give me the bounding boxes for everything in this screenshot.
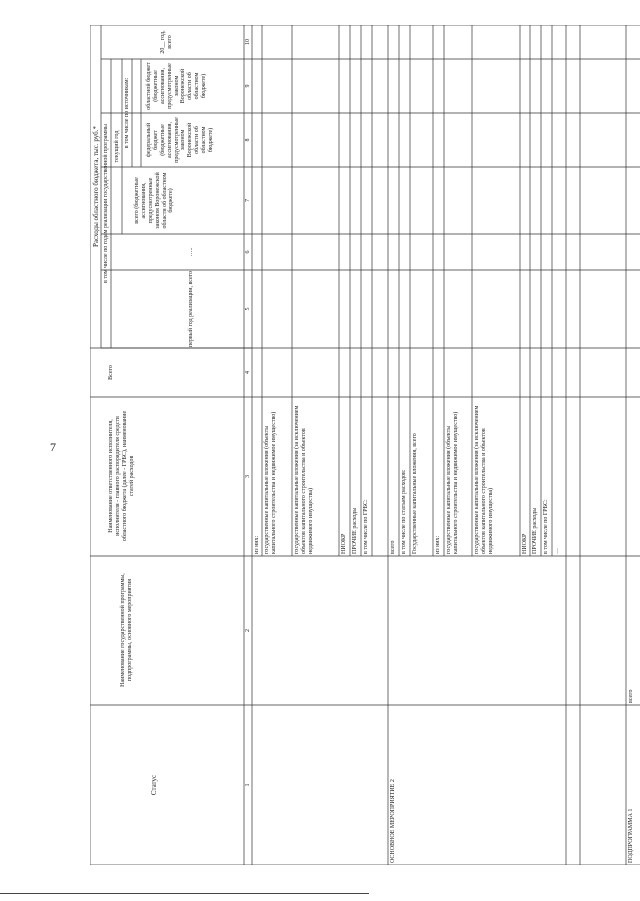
header-status: Статус <box>150 774 158 796</box>
col-num-5: 5 <box>245 307 251 311</box>
header-incl-sources: в том числе по источникам: <box>124 77 130 149</box>
header-program-name: Наименование государственной программы, подпрограммы, основного мероприятия <box>120 573 133 687</box>
status-om2: ОСНОВНОЕ МЕРОПРИЯТИЕ 2 <box>390 779 396 863</box>
row-niokr: НИОКР <box>341 533 347 554</box>
row-cap1-2: государственные капитальные вложения (объекты капитального строительства и недвижимое имущество) <box>446 411 459 554</box>
row-other-2: ПРОЧИЕ расходы <box>532 507 538 554</box>
header-regional: областной бюджет (бюджетные ассигнования, предусмотренные законом Воронежской области об областном бюджете) <box>146 62 208 110</box>
row-grbs-2: в том числе по ГРБС: <box>543 499 549 554</box>
col-num-4: 4 <box>245 371 251 374</box>
col-num-1: 1 <box>245 783 251 787</box>
row-cap2-2: государственные капитальные вложения (за исключением объектов капитального строительства и объектов недвижимого имущества) <box>474 405 494 554</box>
col-num-2: 2 <box>245 629 251 632</box>
row-dots: … <box>554 548 560 554</box>
row-incl: из них: <box>254 535 260 554</box>
row-total-sub1: всего <box>628 689 634 703</box>
header-current-year: текущий год <box>114 130 120 163</box>
header-total: Всего <box>108 365 114 380</box>
row-total-om2: всего <box>390 540 396 554</box>
row-grbs: в том числе по ГРБС: <box>363 499 369 554</box>
row-niokr-2: НИОКР <box>522 533 528 554</box>
col-num-8: 8 <box>245 138 251 142</box>
status-sub1: ПОДПРОГРАММА 1 <box>628 808 634 863</box>
header-dots: ….. <box>188 247 194 257</box>
row-cap2: государственные капитальные вложения (за исключением объектов капитального строительства и объектов недвижимого имущества) <box>294 405 314 554</box>
col-num-10: 10 <box>245 39 251 45</box>
footnote-rule <box>0 893 369 894</box>
header-year20: 20__ год, всего <box>160 30 173 54</box>
header-executor: Наименование ответственного исполнителя, исполнителя - главного распорядителя средств областного бюджета (далее - ГРБС), наименование статей расходов <box>108 410 135 542</box>
header-by-years: в том числе по годам реализации государственной программы <box>103 124 109 284</box>
header-federal: федеральный бюджет (бюджетные ассигнования, предусмотренные законом Воронежской области об областном бюджете) <box>146 117 215 163</box>
col-num-9: 9 <box>245 84 251 88</box>
rotated-table <box>90 25 640 865</box>
col-num-6: 6 <box>245 250 251 254</box>
row-by-items: в том числе по статьям расходов: <box>401 469 407 554</box>
col-num-7: 7 <box>245 199 251 202</box>
row-cap-total: Государственные капитальные вложения, всего <box>412 433 418 554</box>
row-other: ПРОЧИЕ расходы <box>352 507 358 554</box>
row-incl-2: из них: <box>435 535 441 554</box>
row-cap1: государственные капитальные вложения (объекты капитального строительства и недвижимое имущество) <box>264 411 277 554</box>
header-expenses: Расходы областного бюджета, тыс. руб.* <box>92 126 100 248</box>
col-num-3: 3 <box>245 475 251 478</box>
page-number: 7 <box>50 440 56 454</box>
header-first-year: первый год реализации, всего <box>188 271 194 347</box>
header-total-bud: всего (бюджетные ассигнования, предусмотренные законом Воронежской области об областном бюджете) <box>134 172 175 229</box>
